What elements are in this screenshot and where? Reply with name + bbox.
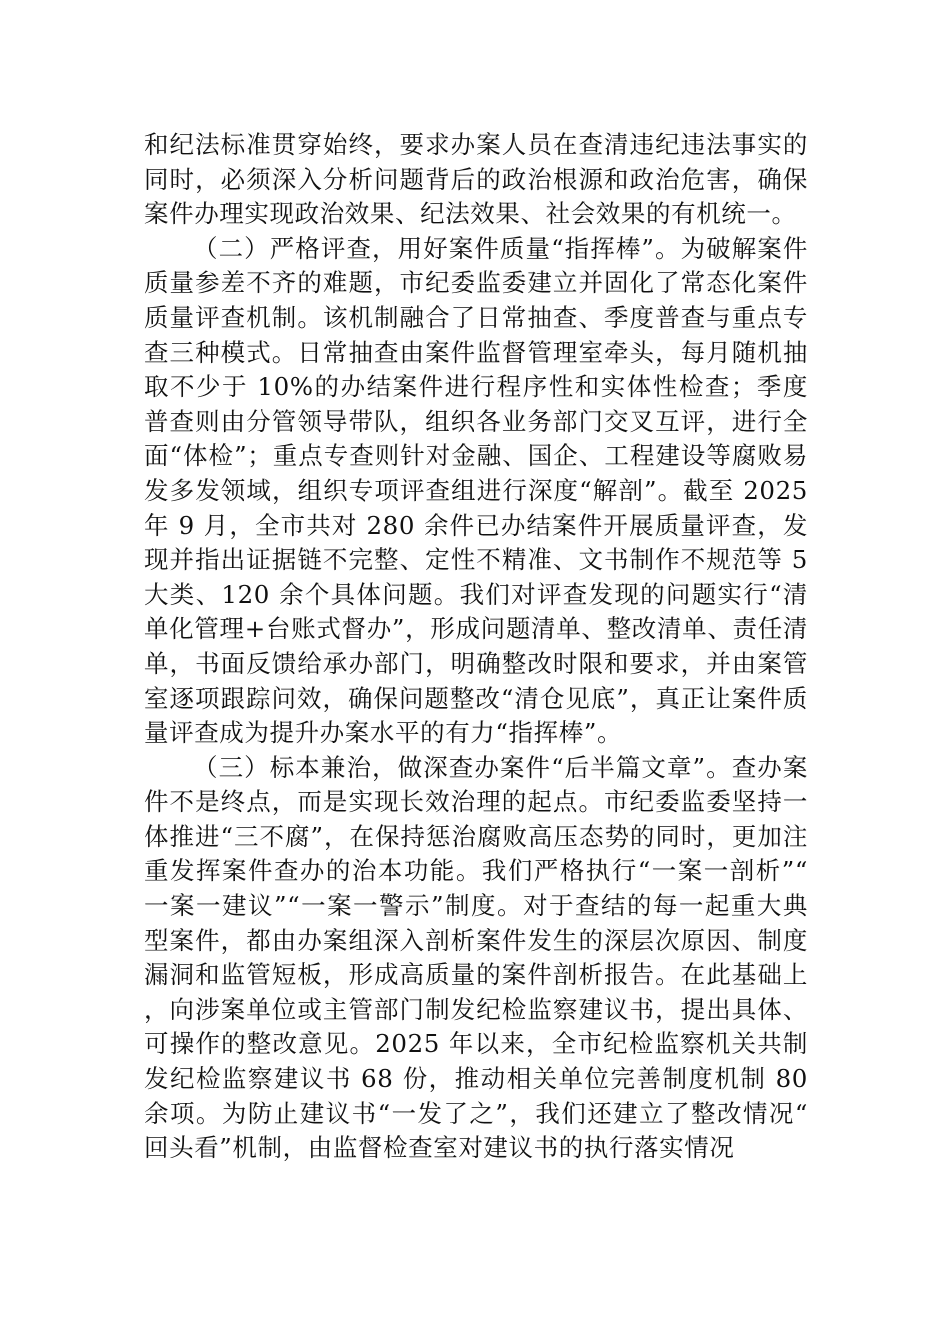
paragraph-section-three: （三）标本兼治，做深查办案件“后半篇文章”。查办案件不是终点，而是实现长效治理的起点。市纪委监委坚持一体推进“三不腐”，在保持惩治腐败高压态势的同时，更加注重发挥案件查办的治本功能。我们严格执行“一案一剖析”“一案一建议”“一案一警示”制度。对于查结的每一起重大典型案件，都由办案组深入剖析案件发生的深层次原因、制度漏洞和监管短板，形成高质量的案件剖析报告。在此基础上，向涉案单位或主管部门制发纪检监察建议书，提出具体、可操作的整改意见。2025 年以来，全市纪检监察机关共制发纪检监察建议书 68 份，推动相关单位完善制度机制 80 余项。为防止建议书“一发了之”，我们还建立了整改情况“回头看”机制，由监督检查室对建议书的执行落实情况 xyxy=(144,752,808,1163)
document-body xyxy=(144,128,808,1166)
paragraph-section-two: （二）严格评查，用好案件质量“指挥棒”。为破解案件质量参差不齐的难题，市纪委监委建立并固化了常态化案件质量评查机制。该机制融合了日常抽查、季度普查与重点专查三种模式。日常抽查由案件监督管理室牵头，每月随机抽取不少于 10%的办结案件进行程序性和实体性检查；季度普查则由分管领导带队，组织各业务部门交叉互评，进行全面“体检”；重点专查则针对金融、国企、工程建设等腐败易发多发领域，组织专项评查组进行深度“解剖”。截至 2025 年 9 月，全市共对 280 余件已办结案件开展质量评查，发现并指出证据链不完整、定性不精准、文书制作不规范等 5 大类、120 余个具体问题。我们对评查发现的问题实行“清单化管理+台账式督办”，形成问题清单、整改清单、责任清单，书面反馈给承办部门，明确整改时限和要求，并由案管室逐项跟踪问效，确保问题整改“清仓见底”，真正让案件质量评查成为提升办案水平的有力“指挥棒”。 xyxy=(144,233,808,748)
paragraph-continuation: 和纪法标准贯穿始终，要求办案人员在查清违纪违法事实的同时，必须深入分析问题背后的政治根源和政治危害，确保案件办理实现政治效果、纪法效果、社会效果的有机统一。 xyxy=(144,130,808,229)
